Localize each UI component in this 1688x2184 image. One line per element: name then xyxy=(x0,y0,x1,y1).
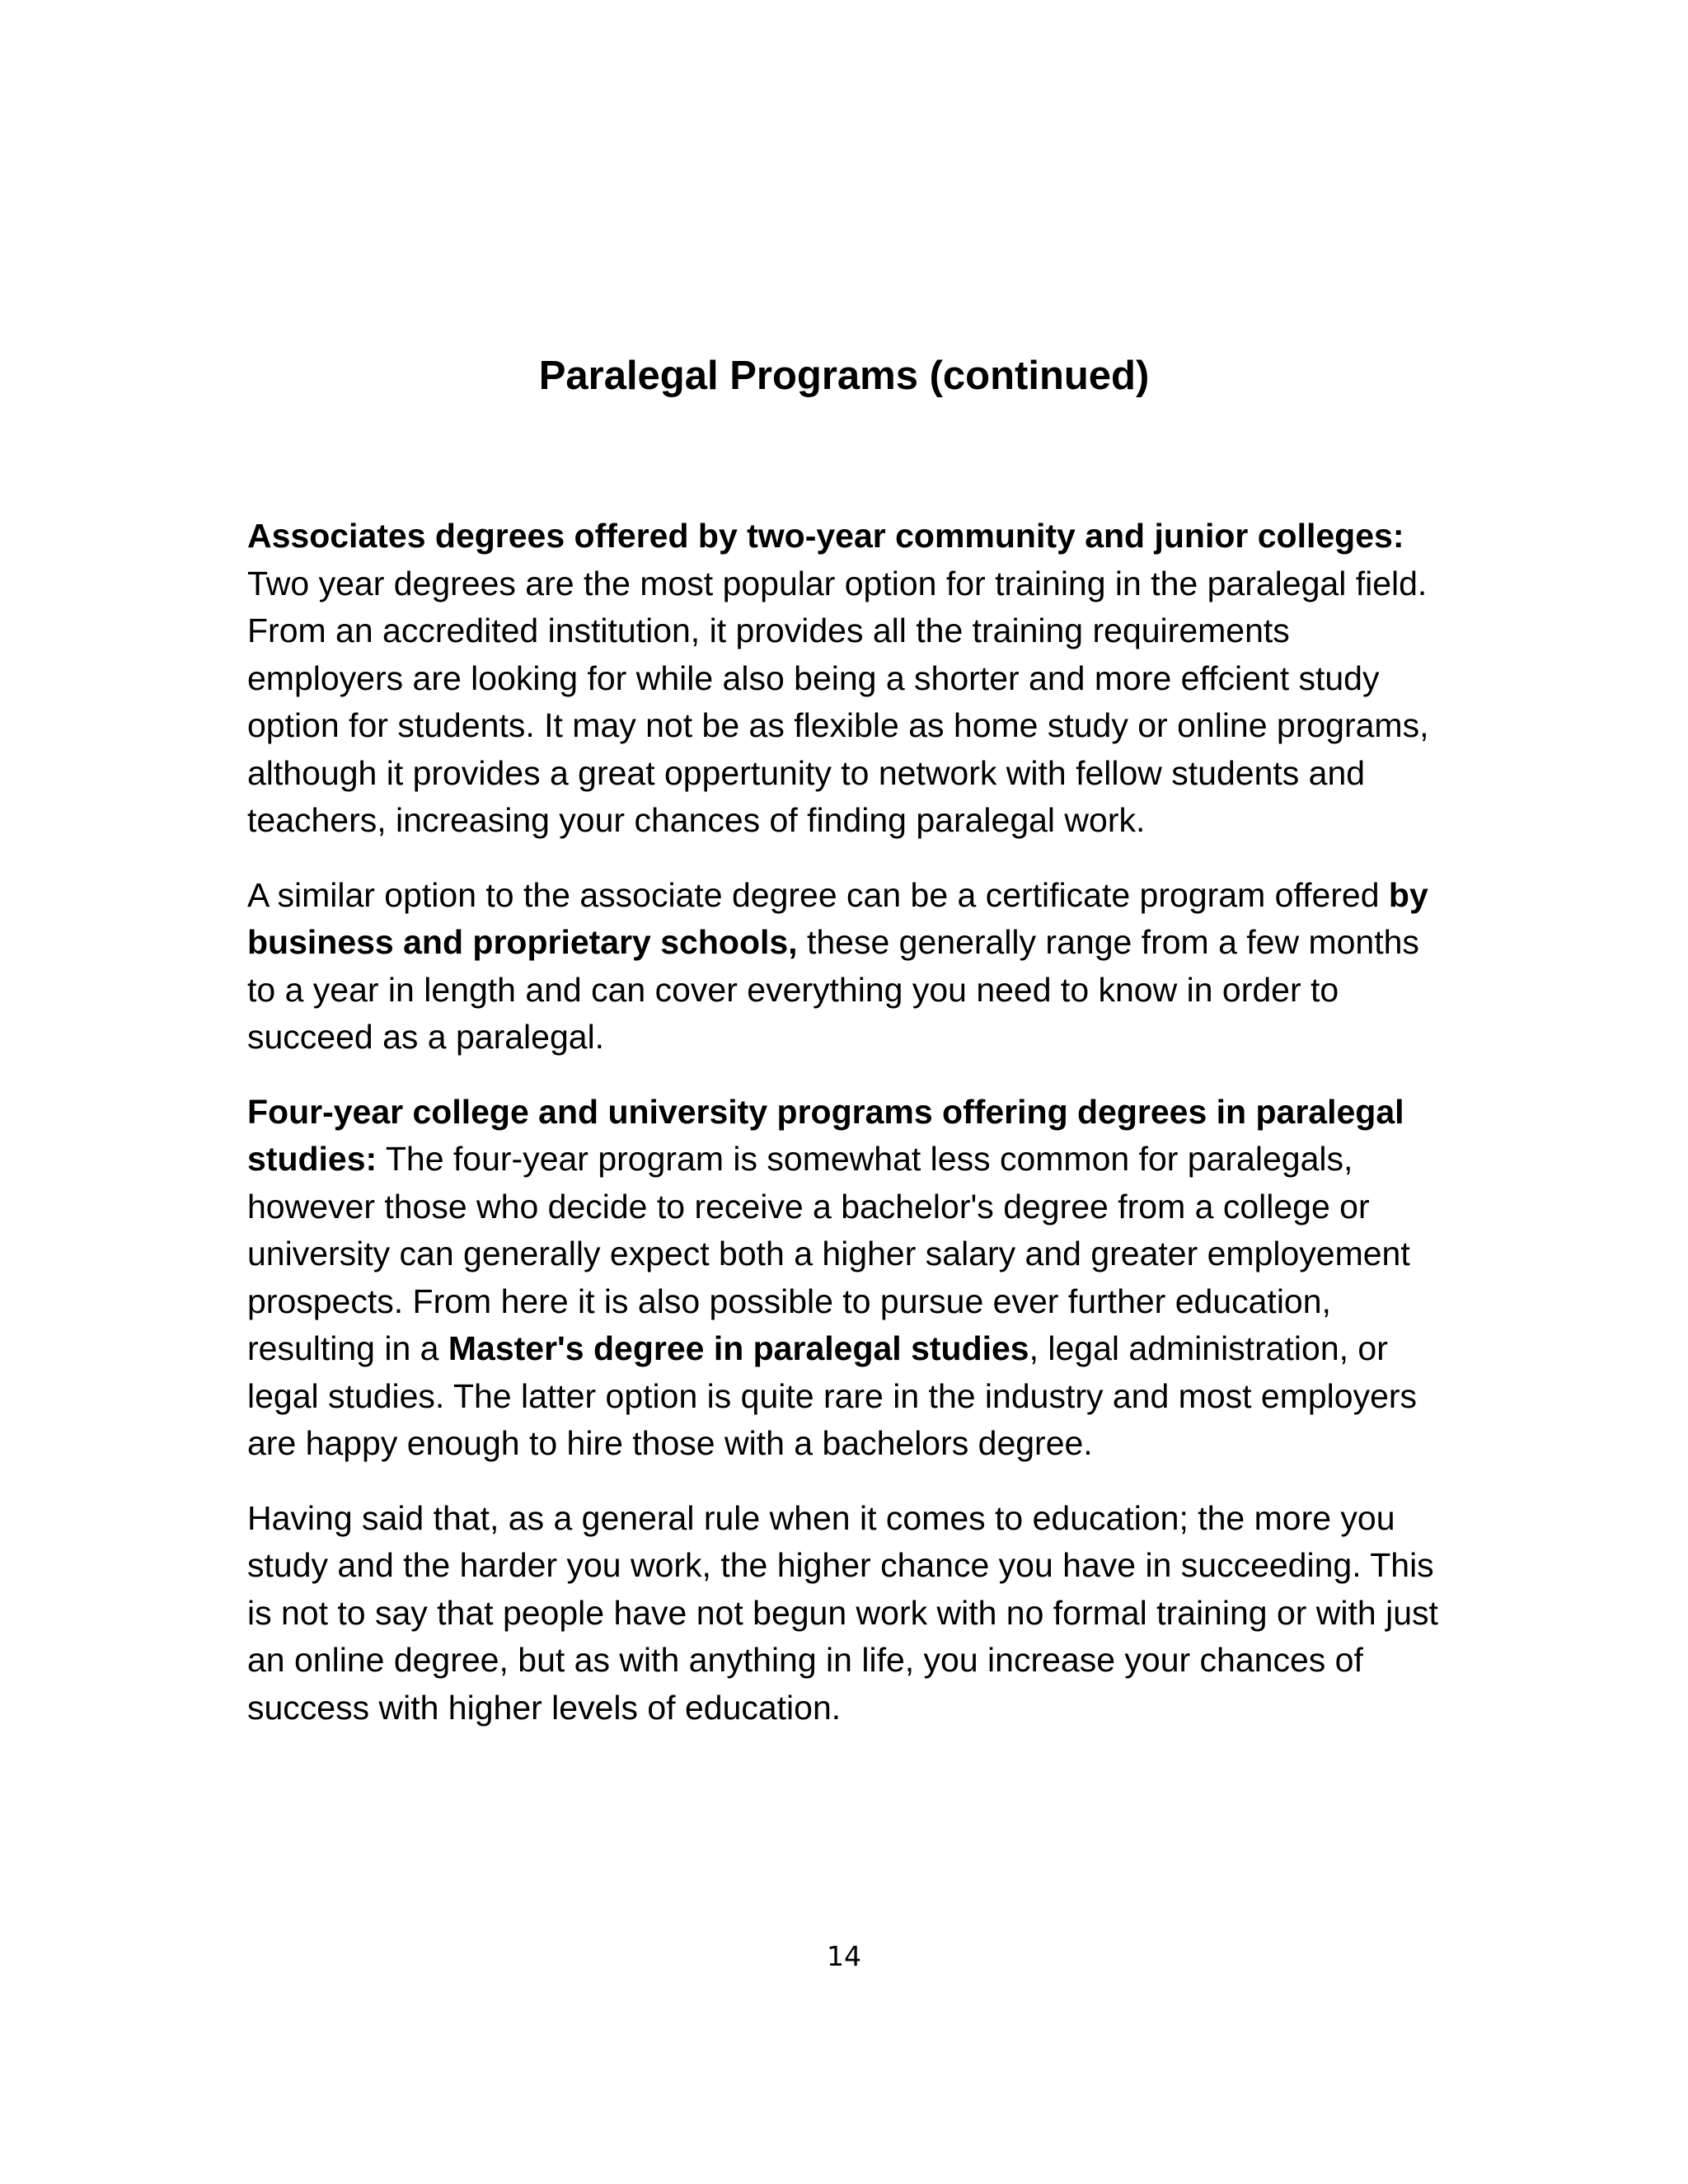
associates-degrees-heading: Associates degrees offered by two-year community and junior colleges: xyxy=(247,517,1404,555)
certificate-bold-phrase: by business and proprietary schools, xyxy=(247,875,1428,961)
four-year-text-after: , legal administration, or legal studies. The latter option is quite rare in the industry and most employers are happy enough to hire those with a bachelors degree. xyxy=(247,1329,1418,1462)
four-year-text-before: The four-year program is somewhat less common for paralegals, however those who decide to receive a bachelor's degree from a college or university can generally expect both a higher salary and greater employement prospects. From here it is also possible to pursue ever further education, resulting in a xyxy=(247,1140,1410,1367)
conclusion-text: Having said that, as a general rule when it comes to education; the more you study and the harder you work, the higher chance you have in succeeding. This is not to say that people have not begun work with no formal training or with just an online degree, but as with anything in life, you increase your chances of success with higher levels of education. xyxy=(247,1498,1438,1727)
body-text xyxy=(247,513,1451,1759)
four-year-programs-heading: Four-year college and university programs offering degrees in paralegal studies: xyxy=(247,1092,1404,1178)
certificate-text-after: these generally range from a few months to a year in length and can cover everything you need to know in order to succeed as a paralegal. xyxy=(247,923,1419,1056)
paragraph-associates-degrees xyxy=(247,513,1451,845)
masters-degree-bold-phrase: Master's degree in paralegal studies xyxy=(448,1329,1029,1367)
paragraph-conclusion xyxy=(247,1495,1451,1732)
paragraph-four-year-programs xyxy=(247,1089,1451,1468)
certificate-text-before: A similar option to the associate degree can be a certificate program offered xyxy=(247,875,1389,914)
page-title: Paralegal Programs (continued) xyxy=(538,354,1150,398)
page-number: 14 xyxy=(827,1940,861,1972)
associates-degrees-text: Two year degrees are the most popular option for training in the paralegal field. From an accredited institution, it provides all the training requirements employers are looking for while also being a shorter and more effcient study option for students. It may not be as flexible as home study or online programs, although it provides a great oppertunity to network with fellow students and teachers, increasing your chances of finding paralegal work. xyxy=(247,564,1429,839)
paragraph-certificate-program xyxy=(247,872,1451,1062)
